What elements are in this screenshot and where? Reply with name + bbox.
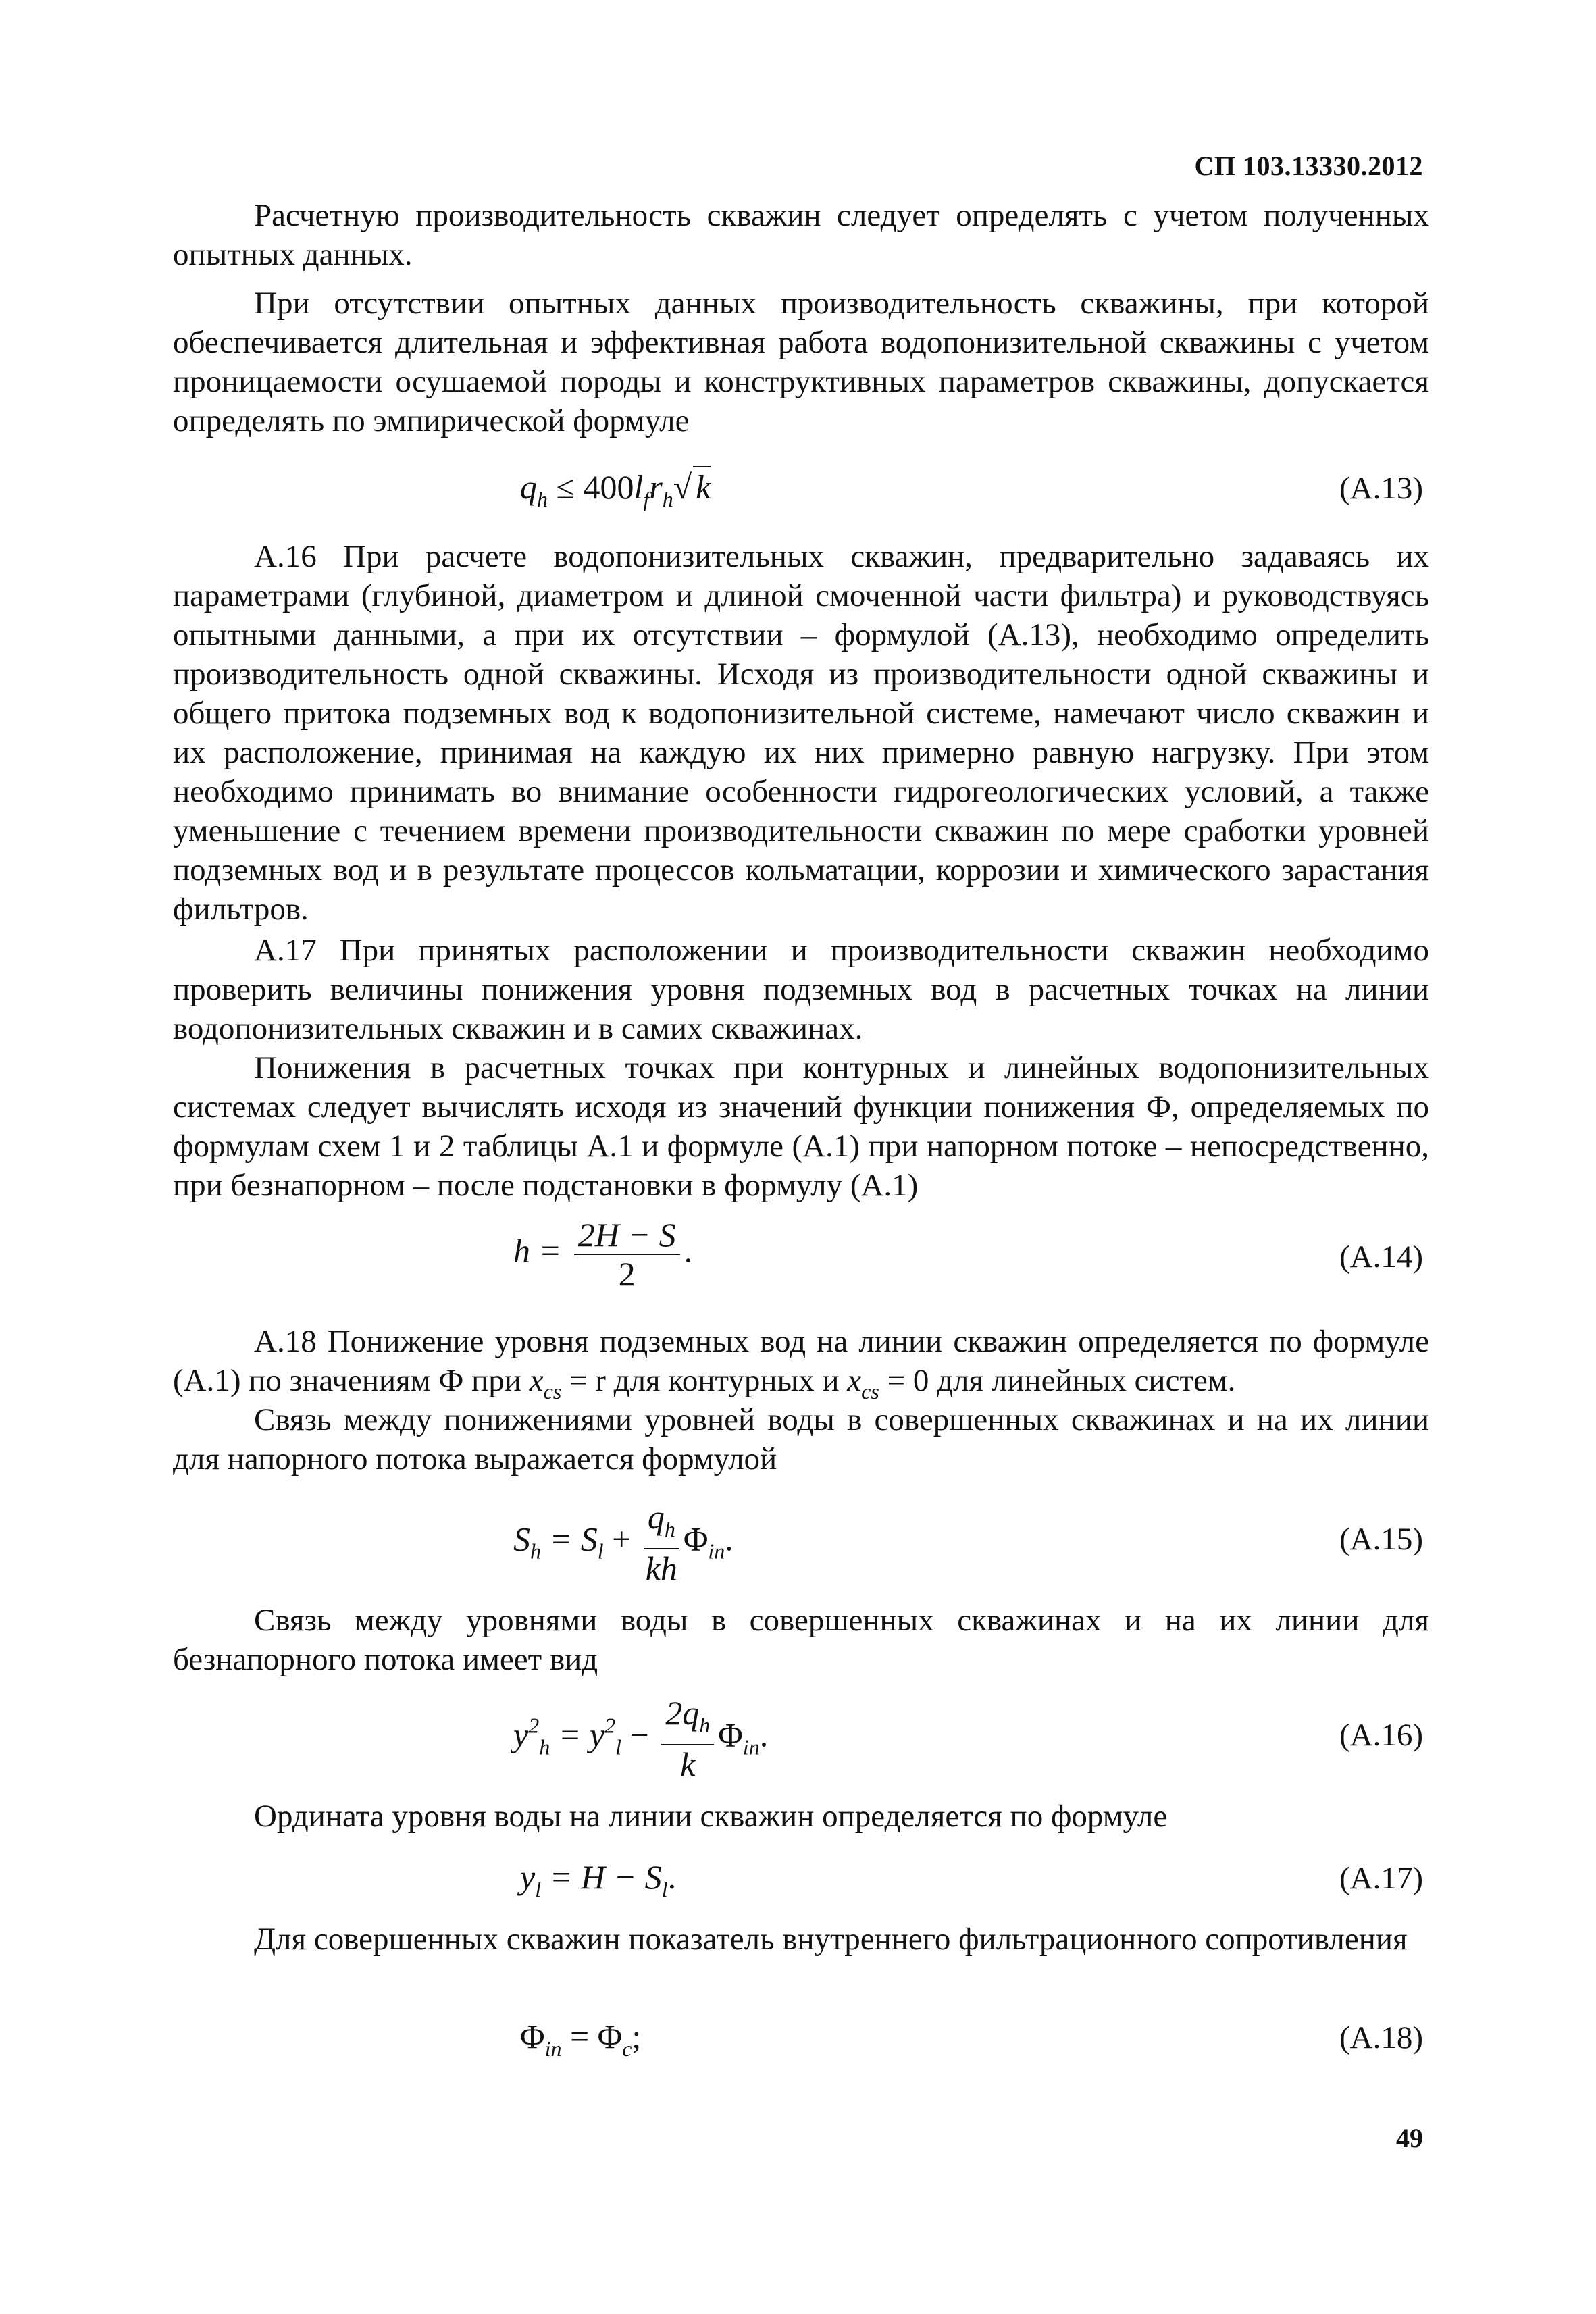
paragraph-unconfined-link: Связь между уровнями воды в совершенных скважинах и на их линии для безнапорного потока имеет вид <box>173 1603 1429 1677</box>
paragraph-drawdowns: Понижения в расчетных точках при контурных и линейных водопонизительных системах следует вычислять исходя из значений функции понижения Ф, определяемых по формулам схем 1 и 2 таблицы А.1 и формуле (А.1) при напорном потоке – непосредственно, при безнапорном – после подстановки в формулу (А.1) <box>173 1050 1429 1203</box>
paragraph-1: Расчетную производительность скважин следует определять с учетом полученных опытных данных. <box>173 198 1429 272</box>
formula-a13: $q_h \le 400l_fr_h√$ k <box>520 466 711 512</box>
formula-a14: h = $\frac{2H - S}{2}$ . <box>513 1216 693 1293</box>
formula-a15: $S_h = S_l$ + $\frac{q_h}{kh}$ $\Phi_{in}$. <box>513 1498 733 1587</box>
equation-number-a14: (А.14) <box>1339 1239 1423 1275</box>
page-number: 49 <box>1396 2123 1423 2153</box>
equation-number-a15: (А.15) <box>1339 1522 1423 1557</box>
paragraph-ordinate: Ордината уровня воды на линии скважин определяется по формуле <box>254 1799 1168 1834</box>
paragraph-2: При отсутствии опытных данных производительность скважины, при которой обеспечивается длительная и эффективная работа водопонизительной скважины с учетом проницаемости осушаемой породы и конструктивных параметров скважины, допускается определять по эмпирической формуле <box>173 286 1429 438</box>
equation-number-a17: (А.17) <box>1339 1861 1423 1896</box>
paragraph-a17: А.17 При принятых расположении и производительности скважин необходимо проверить величины понижения уровня подземных вод в расчетных точках на линии водопонизительных скважин и в самих скважинах. <box>173 933 1429 1046</box>
formula-a18: $\Phi_{in} = \Phi_c$; <box>520 2017 642 2061</box>
equation-number-a13: (А.13) <box>1339 471 1423 506</box>
paragraph-a16: А.16 При расчете водопонизительных скважин, предварительно задаваясь их параметрами (глубиной, диаметром и длиной смоченной части фильтра) и руководствуясь опытными данными, а при их отсутствии – формулой (А.13), необходимо определить производительность одной скважины. Исходя из производительности одной скважины и общего притока подземных вод к водопонизительной системе, намечают число скважин и их расположение, принимая на каждую их них примерно равную нагрузку. При этом необходимо принимать во внимание особенности гидрогеологических условий, а также уменьшение с течением времени производительности скважин по мере сработки уровней подземных вод и в результате процессов кольматации, коррозии и химического зарастания фильтров. <box>173 539 1429 927</box>
formula-a16: $y^2_h = y^2_l$ − $\frac{2q_h}{k}$ $\Phi_{in}$. <box>513 1694 769 1783</box>
equation-number-a18: (А.18) <box>1339 2020 1423 2055</box>
paragraph-confined-link: Связь между понижениями уровней воды в совершенных скважинах и на их линии для напорного потока выражается формулой <box>173 1402 1429 1476</box>
paragraph-internal-resistance: Для совершенных скважин показатель внутреннего фильтрационного сопротивления <box>254 1922 1408 1957</box>
equation-number-a16: (А.16) <box>1339 1718 1423 1753</box>
formula-a17: $y_l = H - S_l$. <box>520 1858 677 1901</box>
paragraph-a18: А.18 Понижение уровня подземных вод на линии скважин определяется по формуле (А.1) по значениям Ф при $x_{cs} = r$ для контурных и $x_{cs} = 0$ для линейных систем. <box>173 1324 1429 1404</box>
document-code-header: СП 103.13330.2012 <box>1194 151 1423 181</box>
